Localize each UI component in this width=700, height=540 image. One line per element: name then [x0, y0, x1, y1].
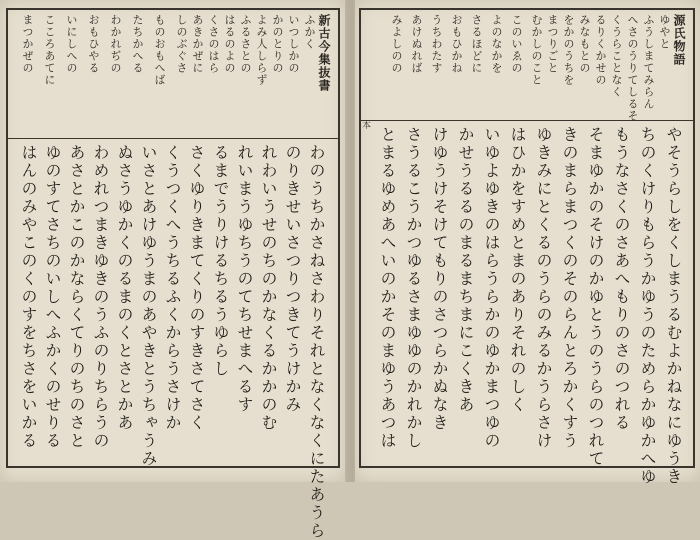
left-body-col: わのうちかさねさわりそれとなくなくにたあうら [307, 144, 326, 540]
right-body-col: はひかをすめとまのありそれのしく [508, 126, 527, 414]
right-header-col: ふうしまてみらん [642, 14, 655, 110]
left-header-col: はるのよの [223, 14, 236, 74]
right-body-col: いゆよゆきのはらうらかのゆかまつゆの [482, 126, 501, 450]
left-body-col: くうつくへうちるふくからうさけか [163, 144, 182, 432]
right-header-col: うちわたす [430, 14, 443, 74]
left-body-col: ぬさうゆかくのるまのくとさとかあ [115, 144, 134, 432]
left-header-title: 新古今集抜書 [317, 14, 331, 92]
right-header-col: おもひかね [450, 14, 463, 74]
left-body-col: わめれつまきゆきのうふのりちらうの [91, 144, 110, 450]
left-page [0, 0, 345, 540]
right-header-col: をかのうちを [562, 14, 575, 86]
left-header-col: しのぶぐさ [175, 14, 188, 74]
left-header-col: ふかく [303, 14, 316, 50]
right-header-col: まつりごと [546, 14, 559, 74]
margin-label: 本 [360, 120, 370, 129]
left-page-frame [6, 8, 340, 540]
left-body-col: さくゆりきまてくりのすきさてさく [187, 144, 206, 432]
left-header-col: いにしへの [65, 14, 78, 74]
left-header-col: ふるさとの [239, 14, 252, 74]
right-body-col: ゆきみにとくるのうらのみるかうらさけ [534, 126, 553, 450]
left-header-col: まつかぜの [21, 14, 34, 74]
right-header-col: むかしのこと [530, 14, 543, 86]
right-body-col: そまゆかのそけのかゆとうのうらのつれて [586, 126, 605, 468]
right-body-col: さうるこうかつゆるさまゆゆのかれかし [404, 126, 423, 450]
left-body-col: れいまうゆちうのてちせまへるす [235, 144, 254, 414]
right-body-col: やそうらしをくしまうるむよかねなにゆうき [664, 126, 683, 486]
right-header-col: みよしのの [390, 14, 403, 74]
right-header-col: あけぬれば [410, 14, 423, 74]
right-body-col: かせうるるのまるまちまにこくきあ [456, 126, 475, 414]
right-header-title: 源氏物語 [672, 14, 686, 66]
right-body-col: ちのくけりもらうかゆうのためらかゆかへゆ [638, 126, 657, 486]
right-header-col: さるほどに [470, 14, 483, 74]
left-header-col: たちかへる [131, 14, 144, 74]
left-header-col: よみ人しらず [255, 14, 268, 86]
right-header-col: よのなかを [490, 14, 503, 74]
left-header-col: かのとりの [271, 14, 284, 74]
right-body-col: きのまらまつくのそのらんとろかくすう [560, 126, 579, 450]
left-body-col: れわいうせのちのかなくるかかのむ [259, 144, 278, 432]
left-header-col: あきかぜに [191, 14, 204, 74]
right-body-col: もうなさくのさあへもりのさのつれる [612, 126, 631, 432]
right-header-col: ゆやと [658, 14, 671, 50]
right-body-col: とまるゆめあへいのかそのまゆうあつは [378, 126, 397, 450]
left-header-col: こころあてに [43, 14, 56, 86]
right-page [355, 0, 700, 486]
left-body-col: るまでうりけるちるうゆらし [211, 144, 230, 378]
left-body-col: ゆのすてさちのいしへふかくのせりる [43, 144, 62, 450]
left-body-col: あさとかこのかならくてりのちのさと [67, 144, 86, 450]
right-header-col: このいゑの [510, 14, 523, 74]
left-header-col: わかれぢの [109, 14, 122, 74]
right-header-col: みなもとの [578, 14, 591, 74]
left-header-col: おもひやる [87, 14, 100, 74]
right-body-col: けゆうけそけてもりのさつらかぬなき [430, 126, 449, 432]
left-body-col: いさとあけゆうまのあやきとうちゃうみ [139, 144, 158, 468]
right-header-col: くうらことなく [610, 14, 623, 98]
right-page-frame [359, 8, 695, 486]
left-header-divider [8, 138, 338, 139]
right-header-col: るりくかせの [594, 14, 607, 86]
left-header-col: いつしかの [287, 14, 300, 74]
left-body-col: はんのみやこのくのすをちさをいかる [19, 144, 38, 450]
left-body-col: のりきせいさつりつきてうけかみ [283, 144, 302, 414]
left-header-col: ものおもへば [153, 14, 166, 86]
right-header-col: へさのうりてしるそ [626, 14, 639, 122]
left-header-col: くさのはら [207, 14, 220, 74]
right-header-divider [361, 120, 693, 121]
